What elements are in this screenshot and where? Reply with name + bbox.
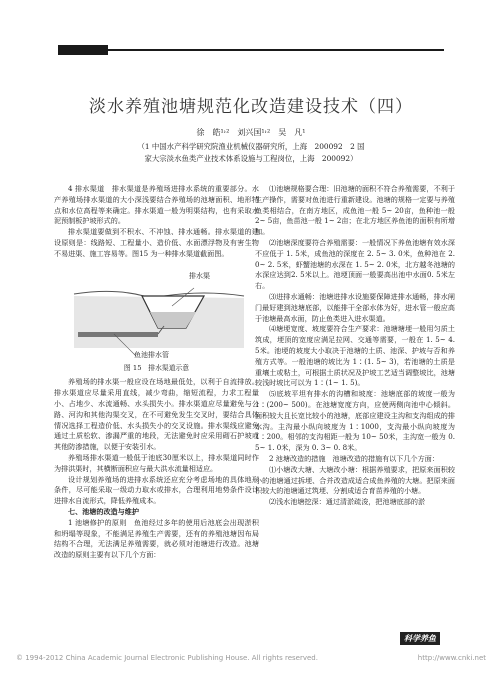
pipe-label: 鱼池排水管 (134, 350, 169, 359)
drain-figure (54, 266, 259, 361)
left-column (54, 184, 259, 561)
author-line: 徐 皓¹˒² 刘兴国¹˒² 吴 凡¹ (196, 128, 306, 137)
paragraph: 养殖场排水渠道一般低于池底30厘米以上，排水渠道同时作为排洪渠时，其横断面积应与最大洪水流量相适应。 (54, 452, 259, 473)
paragraph: 1 池塘修护的原则 鱼池经过多年的使用后池底会出现淤积和坍塌等现象，不能满足养殖生产需要，还有的养殖池塘因布局结构不合理，无法满足养殖需要，就必须对池塘进行改造。池塘改造的原则主要有以下几个方面： (54, 517, 259, 560)
header-rule (108, 49, 444, 51)
paragraph: ⑴池塘规格要合理：旧池塘的面积不符合养殖需要，不利于生产操作，需要对鱼池进行重新建设。池塘的规格一定要与养殖鱼类相结合，在南方地区，成鱼池一般 5~ 20亩，鱼种池一般 2~ 5亩，鱼苗池一般 1~ 2亩；在北方地区养鱼池的面积有所增加。 (255, 184, 455, 237)
affiliation-line: 家大宗淡水鱼类产业技术体系设施与工程岗位，上海 200092） (144, 154, 358, 163)
paragraph: ⑸底坡平坦有排水的沟槽和坡度：池塘底部的坡度一般为 1∶(200~ 500)。在池塘宽度方向，应使两侧向池中心倾斜。面积较大且长宽比较小的池塘，底部应建设主沟和支沟组成的排水沟。主沟最小纵向坡度为 1∶1000，支沟最小纵向坡度为 1∶200。相邻的支沟相距一般为 10~ 50米，主沟宽一般为 0. 5~ 1. 0米，深为 0. 3~ 0. 8米。 (255, 389, 455, 453)
section-heading: 七、池塘的改造与维护 (68, 506, 139, 516)
paragraph: ⑵浅水池塘挖深：通过清淤疏浚，把池塘底部的淤 (269, 497, 426, 507)
drain-diagram (54, 266, 259, 361)
paragraph: 排水渠道要做到不积水、不冲蚀、排水通畅。排水渠道的建设原则是：线路短、工程量小、造价低、水面漂浮物及有害生物不易进渠、施工容易等。图15 为一种排水渠道截面图。 (54, 227, 259, 258)
right-column (255, 184, 455, 508)
article-title: 淡水养殖池塘规范化改造建设技术（四） (89, 97, 413, 117)
affiliation (0, 141, 502, 165)
figure-caption: 图 15 排水渠道示意 (123, 363, 190, 372)
header-bar (58, 45, 108, 55)
affiliation-line: （1 中国水产科学研究院渔业机械仪器研究所，上海 200092 2 国 (137, 142, 365, 151)
website-link[interactable]: http://www.cnki.net (417, 654, 486, 662)
paragraph: ⑵池塘深度要符合养殖需要：一般情况下养鱼池塘有效水深不应低于 1. 5米，成鱼池的深度在 2. 5~ 3. 0米，鱼种池在 2. 0~ 2. 5米，虾蟹池塘的水深在 1. 5~ 2. 0米，北方越冬池塘的水深应达到2. 5米以上。池埂顶面一般要高出池中水面0. 5米左右。 (255, 237, 455, 291)
paragraph: ⑴小塘改大塘、大塘改小塘：根据养殖要求，把原来面积较小的池塘通过拆埂、合并改造成适合成鱼养殖的大塘。把原来面积较大的池塘通过筑埂、分割成适合育苗养殖的小塘。 (255, 464, 455, 496)
paragraph: 设计规划养殖场的进排水系统还应充分考虑场地的具体地形条件，尽可能采取一级动力取水或排水，合理利用地势条件设计进排水自流形式，降低养殖成本。 (54, 474, 259, 506)
subsection-heading: 2 池塘改造的措施 池塘改造的措施有以下几个方面： (269, 453, 439, 463)
drain-label: 排水渠 (189, 271, 210, 280)
copyright-text: © 1994-2012 China Academic Journal Electronic Publishing House. All rights reserved. (16, 654, 318, 662)
paragraph: ⑷塘埂宽度、坡度要符合生产要求：池塘塘埂一般用匀质土筑成，埂顶的宽度应满足拉网、交通等需要，一般在 1. 5~ 4. 5米。池埂的坡度大小取决于池塘的土质、池深、护坡与否和养殖方式等。一般池塘的坡比为 1∶(1. 5~ 3)，若池塘的土质是重壤土或粘土，可根据土质状况及护坡工艺适当调整坡比，池塘较浅时坡比可以为 1∶(1~ 1. 5)。 (255, 324, 455, 388)
paragraph: 养殖场的排水渠一般应设在场地最低处，以利于自流排放。排水渠道应尽量采用直线，减少弯曲，缩短流程，力求工程量小、占地少、水流通畅、水头损失小。排水渠道应尽量避免与公路、河沟和其他沟渠交叉，在不可避免发生交叉时，要结合具体情况选择工程造价低、水头损失小的交叉设施。排水渠线应避免通过土质松软、渗漏严重的地段，无法避免时应采用砌石护坡或其他防渗措施，以便于安装引水。 (54, 377, 259, 452)
journal-logo: 科学养鱼 (400, 632, 440, 645)
paragraph: ⑶进排水通畅：池塘进排水设施要保障进排水通畅，排水闸门最好建到池塘底部，以能排干全部水体为好，进水管一般应高于池塘最高水面，防止鱼类进入进水渠道。 (255, 291, 455, 323)
paragraph: 4 排水渠道 排水渠道是养殖场进排水系统的重要部分。水产养殖场排水渠道的大小深浅要结合养殖场的池塘面积、地形特点和水位高程等来确定。排水渠道一般为明渠结构，也有采取水泥预制板护坡形式的。 (54, 184, 259, 226)
